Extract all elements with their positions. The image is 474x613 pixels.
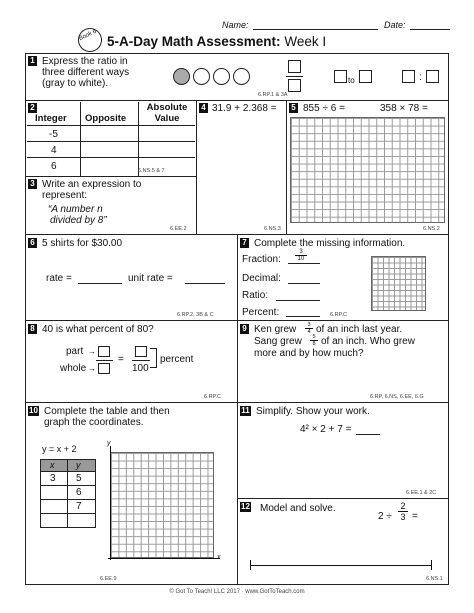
divider: [286, 100, 287, 234]
q6-text: 5 shirts for $30.00: [42, 238, 123, 249]
ratio-colon-box-1[interactable]: [402, 70, 415, 83]
q9-line1b: of an inch last year.: [316, 324, 403, 335]
q12-expr-a: 2 ÷: [378, 511, 392, 522]
x-axis: [108, 558, 220, 559]
q8-text: 40 is what percent of 80?: [42, 324, 154, 335]
divider: [41, 485, 95, 486]
q4-number: 4: [199, 103, 208, 113]
q3-quote-2: divided by 8”: [50, 215, 107, 226]
fraction-numerator: 3: [299, 249, 303, 255]
q6-standard: 6.RP.2, 3B & C: [177, 312, 214, 318]
ratio-answer[interactable]: [276, 300, 320, 301]
q11-answer[interactable]: [356, 434, 380, 435]
fraction-numerator: 3: [307, 322, 311, 328]
xy-table: [40, 459, 96, 528]
q9-line2a: Sang grew: [254, 336, 302, 347]
white-circle-icon: [193, 68, 210, 85]
q3-text-2: represent:: [42, 190, 88, 201]
fraction-denominator: 8: [310, 340, 318, 347]
col-header-integer: Integer: [35, 113, 67, 124]
equals-sign: =: [118, 354, 124, 365]
divider: [27, 125, 195, 126]
q1-number: 1: [28, 56, 37, 66]
percent-label: Percent:: [242, 307, 280, 318]
unit-rate-label: unit rate =: [128, 273, 173, 284]
divider: [25, 176, 196, 177]
q12-standard: 6.NS.1: [426, 576, 443, 582]
q10-number: 10: [29, 406, 38, 415]
number-line-tick-left: [250, 560, 251, 570]
q11-standard: 6.EE.1 & 2C: [406, 490, 437, 496]
col-header-y: y: [76, 460, 81, 470]
q11-text: Simplify. Show your work.: [256, 406, 370, 417]
q6-number: 6: [28, 238, 37, 248]
table-cell: 6: [51, 161, 57, 172]
divider: [41, 471, 95, 472]
integer-table: [27, 102, 195, 176]
q1-standard: 6.RP.1 & 3A: [258, 92, 288, 98]
title-week: Week I: [284, 34, 327, 49]
rate-label: rate =: [46, 273, 72, 284]
part-label: part: [66, 346, 84, 357]
q3-standard: 6.EE.2: [170, 226, 187, 232]
q12-expr-b: =: [412, 511, 418, 522]
q7-number: 7: [240, 238, 249, 248]
percent-box[interactable]: [135, 346, 147, 357]
number-line[interactable]: [250, 565, 432, 566]
divider: [41, 513, 95, 514]
bracket-icon: [150, 348, 157, 368]
q12-text: Model and solve.: [260, 503, 336, 514]
arrow-icon: →: [88, 364, 96, 373]
q9-line2b: of an inch. Who grew: [321, 336, 415, 347]
work-grid[interactable]: [290, 117, 445, 223]
fraction-numerator: 5: [312, 334, 316, 340]
divider: [25, 100, 449, 101]
fraction-label: Fraction:: [242, 254, 281, 265]
fraction-line: [288, 263, 320, 264]
date-field[interactable]: [410, 29, 450, 30]
table-cell: 4: [51, 145, 57, 156]
divider: [237, 498, 449, 499]
x-input[interactable]: [42, 487, 66, 498]
part-box[interactable]: [98, 346, 110, 357]
white-circle-icon: [233, 68, 250, 85]
ratio-to-box-1[interactable]: [334, 70, 347, 83]
q2-standard: 6.NS.5 & 7: [138, 168, 165, 174]
divider: [80, 102, 81, 176]
q8-standard: 6.RP.C: [204, 394, 222, 400]
ratio-label: Ratio:: [242, 290, 269, 301]
fraction-bar: [132, 360, 150, 361]
q11-expression: 4² × 2 + 7 =: [300, 424, 352, 435]
table-cell: 5: [76, 473, 82, 484]
y-axis: [110, 446, 111, 560]
book-badge-text: Book 6: [78, 28, 98, 43]
name-field[interactable]: [253, 29, 378, 30]
whole-label: whole: [60, 363, 87, 374]
q3-text-1: Write an expression to: [42, 179, 142, 190]
unit-rate-answer[interactable]: [185, 283, 225, 284]
q2-number: 2: [28, 103, 37, 113]
q3-quote-1: “A number n: [48, 204, 103, 215]
ratio-fraction-bottom-box[interactable]: [288, 79, 301, 92]
book-badge: [74, 24, 106, 56]
whole-box[interactable]: [98, 363, 110, 374]
arrow-icon: →: [88, 347, 96, 356]
fraction-denominator: 3: [398, 511, 408, 522]
q5-standard: 6.NS.2: [423, 226, 440, 232]
q4-expression: 31.9 + 2.368 =: [212, 103, 277, 114]
q1-text-2: three different ways: [42, 67, 130, 78]
fraction-numerator: 2: [400, 501, 406, 511]
q3-number: 3: [28, 179, 37, 189]
ratio-to-label: to: [348, 76, 355, 85]
q1-text-1: Express the ratio in: [42, 56, 128, 67]
q10-standard: 6.EE.9: [100, 576, 117, 582]
q9-line3: more and by how much?: [254, 348, 364, 359]
decimal-label: Decimal:: [242, 273, 281, 284]
table-cell: 3: [50, 473, 56, 484]
title-text: 5-A-Day Math Assessment:: [107, 34, 281, 49]
hundred-label: 100: [132, 363, 149, 374]
coordinate-grid[interactable]: [110, 452, 214, 558]
divider: [27, 141, 195, 142]
fraction-value: [295, 249, 307, 262]
ratio-colon-box-2[interactable]: [426, 70, 439, 83]
divider: [41, 499, 95, 500]
q7-standard: 6.RP.C: [330, 312, 348, 318]
fraction-bar: [286, 76, 303, 77]
ratio-fraction-top-box[interactable]: [288, 60, 301, 73]
q11-number: 11: [241, 406, 250, 415]
col-header-absolute-value: Absolute Value: [146, 102, 188, 124]
rate-answer[interactable]: [78, 283, 122, 284]
ratio-to-box-2[interactable]: [359, 70, 372, 83]
q9-line1a: Ken grew: [254, 324, 297, 335]
q1-text-3: (gray to white).: [42, 78, 109, 89]
absolute-value-input[interactable]: [140, 127, 193, 140]
q5-expression-2: 358 × 78 =: [380, 103, 428, 114]
equation: y = x + 2: [42, 444, 77, 454]
q9-number: 9: [240, 324, 249, 334]
q9-fraction-2: [310, 334, 318, 347]
name-label: Name:: [222, 20, 249, 30]
q12-number: 12: [241, 502, 250, 511]
q10-text-1: Complete the table and then: [44, 406, 170, 417]
date-label: Date:: [384, 20, 406, 30]
fraction-bar: [96, 360, 113, 361]
opposite-input[interactable]: [82, 127, 136, 140]
q7-text: Complete the missing information.: [254, 238, 406, 249]
divider: [237, 234, 238, 585]
q5-number: 5: [289, 103, 298, 113]
copyright: © Got To Teach! LLC 2017 · www.GotToTeach.com: [169, 589, 305, 595]
table-cell: 6: [76, 487, 82, 498]
fraction-denominator: 10: [295, 255, 307, 262]
divider: [138, 102, 139, 176]
divider: [196, 100, 197, 234]
percent-answer[interactable]: [286, 316, 320, 317]
q9-standard: 6.RP, 6.NS, 6.EE, 6.G: [370, 394, 424, 400]
q12-fraction: [398, 501, 408, 522]
table-cell: 7: [76, 501, 82, 512]
col-header-opposite: Opposite: [85, 113, 127, 124]
page-title: [107, 34, 326, 49]
divider: [27, 157, 195, 158]
q4-standard: 6.NS.3: [264, 226, 281, 232]
q5-expression-1: 855 ÷ 6 =: [303, 103, 345, 114]
ratio-colon-label: :: [419, 72, 422, 83]
x-axis-label: x: [217, 554, 221, 561]
gray-circle-icon: [173, 68, 190, 85]
q8-number: 8: [28, 324, 37, 334]
y-axis-label: y: [107, 440, 111, 447]
white-circle-icon: [213, 68, 230, 85]
col-header-x: x: [50, 460, 55, 470]
decimal-answer[interactable]: [288, 283, 320, 284]
hundred-grid[interactable]: [371, 256, 426, 311]
number-line-tick-right: [431, 560, 432, 570]
fraction-denominator: 4: [305, 328, 313, 335]
percent-word: percent: [160, 354, 194, 365]
table-cell: -5: [49, 129, 58, 140]
q10-text-2: graph the coordinates.: [44, 417, 144, 428]
